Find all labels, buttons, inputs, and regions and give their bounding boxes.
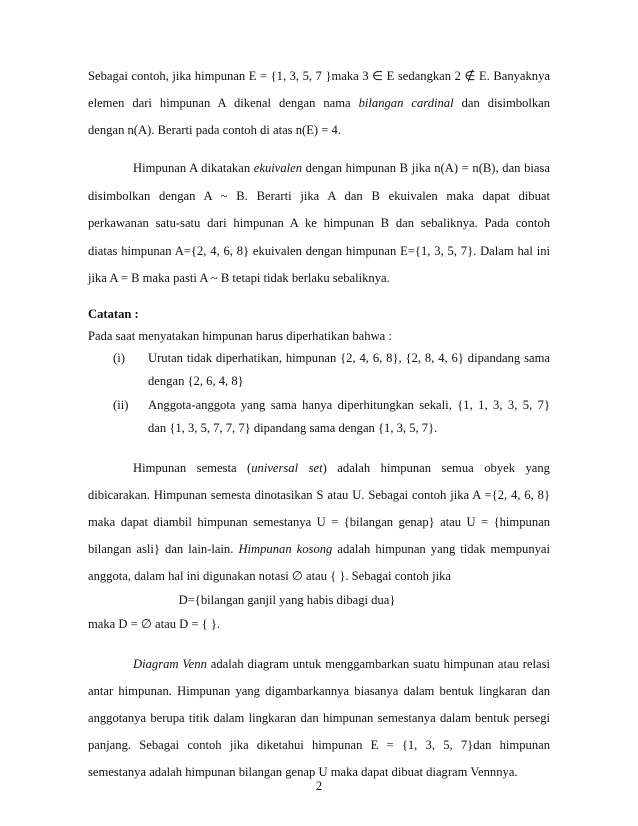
paragraph-2-line-2: disimbolkan dengan A ~ B. Berarti jika A dan B ekuivalen maka dapat dibuat xyxy=(88,189,550,203)
list-item-1-line-2: dengan {2, 6, 4, 8} xyxy=(148,374,244,388)
paragraph-3-line-2: dibicarakan. Himpunan semesta dinotasikan S atau U. Sebagai contoh jika A ={2, 4, 6, 8} xyxy=(88,488,550,502)
paragraph-3-line-3: maka dapat diambil himpunan semestanya U = {bilangan genap} atau U = {himpunan xyxy=(88,515,550,529)
paragraph-2-line-5: jika A = B maka pasti A ~ B tetapi tidak berlaku sebaliknya. xyxy=(88,271,390,285)
example-result: maka D = ∅ atau D = { }. xyxy=(88,617,221,631)
list-item-2-line-1: Anggota-anggota yang sama hanya diperhitungkan sekali, {1, 1, 3, 3, 5, 7} xyxy=(148,398,550,412)
paragraph-1-line-1: Sebagai contoh, jika himpunan E = {1, 3, 5, 7 }maka 3 ∈ E sedangkan 2 ∉ E. Banyaknya xyxy=(88,69,550,83)
paragraph-2-line-1: Himpunan A dikatakan ekuivalen dengan himpunan B jika n(A) = n(B), dan biasa xyxy=(133,161,550,175)
paragraph-1-line-3: dengan n(A). Berarti pada contoh di atas n(E) = 4. xyxy=(88,123,341,137)
paragraph-3-line-4: bilangan asli} dan lain-lain. Himpunan kosong adalah himpunan yang tidak mempunyai xyxy=(88,542,551,556)
paragraph-2-line-3: perkawanan satu-satu dari himpunan A ke himpunan B dan sebaliknya. Pada contoh xyxy=(88,216,550,230)
paragraph-4-line-2: antar himpunan. Himpunan yang digambarkannya biasanya dalam bentuk lingkaran dan xyxy=(88,684,550,698)
paragraph-4-line-5: semestanya adalah himpunan bilangan genap U maka dapat dibuat diagram Vennnya. xyxy=(88,765,518,779)
paragraph-4-line-1: Diagram Venn adalah diagram untuk menggambarkan suatu himpunan atau relasi xyxy=(133,657,551,671)
list-item-2-line-2: dan {1, 3, 5, 7, 7, 7} dipandang sama dengan {1, 3, 5, 7}. xyxy=(148,421,438,435)
page-number: 2 xyxy=(315,779,323,793)
paragraph-4-line-4: panjang. Sebagai contoh jika diketahui himpunan E = {1, 3, 5, 7}dan himpunan xyxy=(88,738,550,752)
list-item-1-line-1: Urutan tidak diperhatikan, himpunan {2, 4, 6, 8}, {2, 8, 4, 6} dipandang sama xyxy=(148,351,550,365)
list-item-number-1: (i) xyxy=(113,351,125,365)
example-set-definition: D={bilangan ganjil yang habis dibagi dua} xyxy=(178,593,396,607)
list-item-number-2: (ii) xyxy=(113,398,129,412)
paragraph-3-line-5: anggota, dalam hal ini digunakan notasi ∅ atau { }. Sebagai contoh jika xyxy=(88,569,451,583)
paragraph-4-line-3: anggotanya berupa titik dalam lingkaran dan himpunan semestanya dalam bentuk persegi xyxy=(88,711,550,725)
paragraph-2-line-4: diatas himpunan A={2, 4, 6, 8} ekuivalen dengan himpunan E={1, 3, 5, 7}. Dalam hal ini xyxy=(88,244,550,258)
paragraph-3-line-1: Himpunan semesta (universal set) adalah himpunan semua obyek yang xyxy=(133,461,550,475)
catatan-intro: Pada saat menyatakan himpunan harus diperhatikan bahwa : xyxy=(88,329,392,343)
catatan-heading: Catatan : xyxy=(88,307,139,321)
paragraph-1-line-2: elemen dari himpunan A dikenal dengan nama bilangan cardinal dan disimbolkan xyxy=(88,96,551,110)
